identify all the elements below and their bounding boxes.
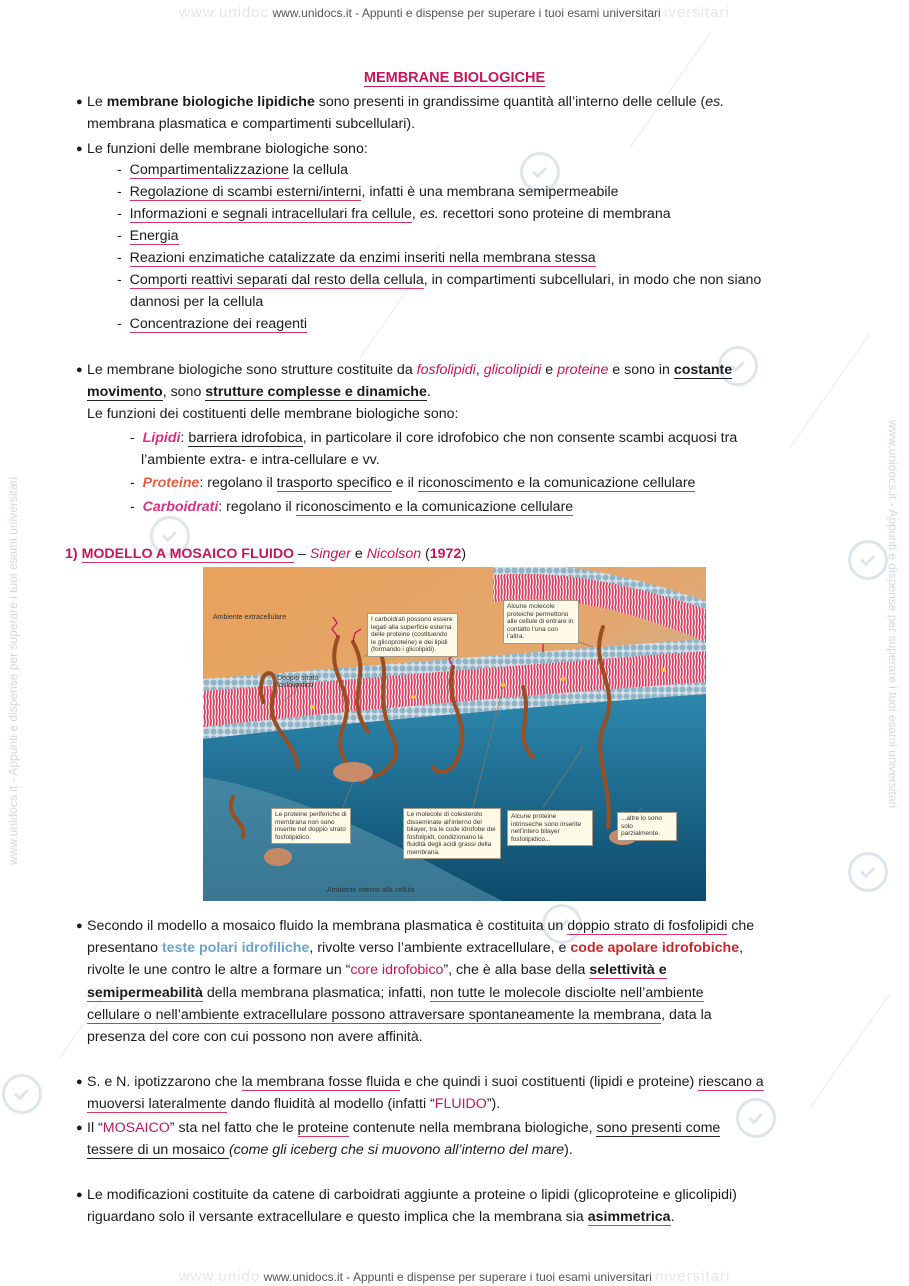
page-title: MEMBRANE BIOLOGICHE xyxy=(363,70,546,86)
label-bilayer: Doppio strato fosfolipidico xyxy=(277,675,319,689)
bullet-icon: ● xyxy=(76,1076,83,1088)
body-line: presenza del core con cui possono non avere affinità. xyxy=(87,1029,423,1045)
callout-peripheral-proteins: Le proteine periferiche di membrana non sono inserite nel doppio strato fosfolipidico. xyxy=(271,808,351,844)
callout-contact-proteins: Alcune molecole proteiche permettono alle cellule di entrare in contatto l’una con l’altra. xyxy=(503,600,579,644)
footer-watermark-right: niversitari xyxy=(655,1268,731,1285)
watermark-line xyxy=(789,333,870,448)
peripheral-protein xyxy=(264,848,292,866)
watermark-logo-icon xyxy=(2,1074,42,1114)
function-item: - Comporti reattivi separati dal resto della cellula, in compartimenti subcellulari, in modo che non siano xyxy=(117,272,762,288)
function-item: - Compartimentalizzazione la cellula xyxy=(117,162,349,178)
function-item: - Concentrazione dei reagenti xyxy=(117,316,308,332)
component-proteine: - Proteine: regolano il trasporto specifico e il riconoscimento e la comunicazione cellulare xyxy=(130,475,696,491)
header-watermark-right: iversitari xyxy=(664,4,730,21)
footer-url-text: www.unidocs.it - Appunti e dispense per superare i tuoi esami universitari xyxy=(263,1270,652,1284)
intro-bullet-1-line2: membrana plasmatica e compartimenti subcellulari). xyxy=(87,116,416,132)
side-watermark-right: www.unidocs.it - Appunti e dispense per superare i tuoi esami universitari xyxy=(886,420,900,809)
body-line: Secondo il modello a mosaico fluido la membrana plasmatica è costituita un doppio strato di fosfolipidi che xyxy=(87,918,755,934)
bullet-icon: ● xyxy=(76,1189,83,1201)
header-url xyxy=(0,4,909,21)
watermark-logo-icon xyxy=(848,852,888,892)
fluid-mosaic-figure xyxy=(203,567,706,901)
function-item: - Informazioni e segnali intracellulari fra cellule, es. recettori sono proteine di membrana xyxy=(117,206,671,222)
watermark-logo-icon xyxy=(736,1098,776,1138)
bullet-icon: ● xyxy=(76,143,83,155)
structure-functions-heading: Le funzioni dei costituenti delle membrane biologiche sono: xyxy=(87,406,459,422)
model-heading: 1) MODELLO A MOSAICO FLUIDO – Singer e Nicolson (1972) xyxy=(65,546,467,562)
side-watermark-left: www.unidocs.it - Appunti e dispense per superare i tuoi esami universitari xyxy=(6,476,20,865)
component-carboidrati: - Carboidrati: regolano il riconoscimento e la comunicazione cellulare xyxy=(130,499,574,515)
callout-intrinsic-proteins: Alcune proteine intrinseche sono inserite nell’intero bilayer fosfolipidico... xyxy=(507,810,593,846)
function-item: - Energia xyxy=(117,228,179,244)
watermark-line xyxy=(809,993,890,1108)
bullet-icon: ● xyxy=(76,920,83,932)
label-extracellular: Ambiente extracellulare xyxy=(213,614,287,621)
component-lipidi-line2: l’ambiente extra- e intra-cellulare e vv. xyxy=(141,452,380,468)
peripheral-protein xyxy=(333,762,373,782)
body-line: cellulare o nell’ambiente extracellulare possono attraversare spontaneamente la membrana, data la xyxy=(87,1007,712,1023)
watermark-line xyxy=(629,33,710,148)
header-watermark-left: www.unidoc xyxy=(179,4,270,21)
body-line: riguardano solo il versante extracellulare e questo implica che la membrana sia asimmetrica. xyxy=(87,1209,675,1225)
body-line: S. e N. ipotizzarono che la membrana fosse fluida e che quindi i suoi costituenti (lipidi e proteine) riescano a xyxy=(87,1074,764,1090)
watermark-logo-icon xyxy=(848,540,888,580)
footer-url xyxy=(0,1268,909,1285)
body-line: Il “MOSAICO” sta nel fatto che le proteine contenute nella membrana biologiche, sono presenti come xyxy=(87,1120,721,1136)
bullet-icon: ● xyxy=(76,96,83,108)
body-line: rivolte le une contro le altre a formare un “core idrofobico”, che è alla base della selettività e xyxy=(87,962,667,978)
structure-line-1: Le membrane biologiche sono strutture costituite da fosfolipidi, glicolipidi e proteine e sono in costante xyxy=(87,362,733,378)
structure-line-2: movimento, sono strutture complesse e dinamiche. xyxy=(87,384,431,400)
footer-watermark-left: www.unido xyxy=(178,1268,261,1285)
function-item: - Regolazione di scambi esterni/interni, infatti è una membrana semipermeabile xyxy=(117,184,619,200)
callout-cholesterol: Le molecole di colesterolo disseminate all’interno del bilayer, tra le code idrofobe dei fosfolipidi, condizionano la fluidità degli acidi grassi della membrana. xyxy=(403,808,501,859)
body-line: presentano teste polari idrofiliche, rivolte verso l’ambiente extracellulare, e code apolare idrofobiche, xyxy=(87,940,744,956)
function-item-line2: dannosi per la cellula xyxy=(130,294,264,310)
intro-bullet-1: Le membrane biologiche lipidiche sono presenti in grandissime quantità all’interno delle cellule (es. xyxy=(87,94,725,110)
body-line: Le modificazioni costituite da catene di carboidrati aggiunte a proteine o lipidi (glicoproteine e glicolipidi) xyxy=(87,1187,737,1203)
body-line: tessere di un mosaico (come gli iceberg che si muovono all’interno del mare). xyxy=(87,1142,573,1158)
callout-carbohydrates: I carboidrati possono essere legati alla superficie esterna delle proteine (costituendo le glicoproteine) e dei lipidi (formando i glicolipidi). xyxy=(367,613,458,657)
body-line: semipermeabilità della membrana plasmatica; infatti, non tutte le molecole disciolte nell’ambiente xyxy=(87,985,704,1001)
label-intracellular: Ambiente interno alla cellula xyxy=(327,887,415,894)
function-item: - Reazioni enzimatiche catalizzate da enzimi inseriti nella membrana stessa xyxy=(117,250,596,266)
bullet-icon: ● xyxy=(76,364,83,376)
component-lipidi: - Lipidi: barriera idrofobica, in particolare il core idrofobico che non consente scambi acquosi tra xyxy=(130,430,738,446)
intro-bullet-2: Le funzioni delle membrane biologiche sono: xyxy=(87,141,368,157)
header-url-text: www.unidocs.it - Appunti e dispense per superare i tuoi esami universitari xyxy=(272,6,661,20)
body-line: muoversi lateralmente dando fluidità al modello (infatti “FLUIDO”). xyxy=(87,1096,501,1112)
callout-partial-proteins: ...altre lo sono solo parzialmente. xyxy=(617,812,677,841)
bullet-icon: ● xyxy=(76,1122,83,1134)
